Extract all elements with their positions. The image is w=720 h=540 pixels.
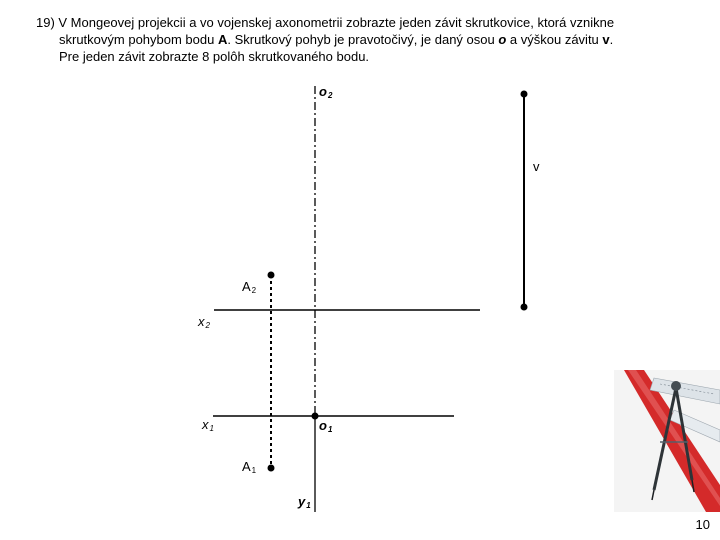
- label-y1: $y_1$: [298, 494, 311, 510]
- task-line-3: Pre jeden závit zobrazte 8 polôh skrutkovaného bodu.: [59, 49, 370, 64]
- task-line-2: skrutkovým pohybom bodu A. Skrutkový pohyb je pravotočivý, je daný osou o a výškou závitu v.: [59, 32, 614, 47]
- label-v: v: [533, 159, 540, 174]
- drafting-tools-image: [614, 370, 720, 512]
- point-A1: [268, 465, 275, 472]
- label-o2: $o_2$: [319, 84, 333, 100]
- task-line-1: 19) V Mongeovej projekcii a vo vojenskej axonometrii zobrazte jeden závit skrutkovice, ktorá vznikne: [36, 15, 615, 30]
- height-v-bottom-point: [521, 304, 528, 311]
- label-x1: $x_1$: [202, 417, 214, 433]
- point-o1: [312, 413, 319, 420]
- height-v-top-point: [521, 91, 528, 98]
- label-x2: $x_2$: [198, 314, 210, 330]
- task-axis-o: o: [498, 32, 507, 47]
- label-o1: $o_1$: [319, 418, 333, 434]
- label-A1: $A_1$: [242, 459, 257, 475]
- task-point-A: A: [217, 32, 228, 47]
- label-A2: $A_2$: [242, 279, 257, 295]
- point-A2: [268, 272, 275, 279]
- page-number: 10: [695, 517, 710, 532]
- task-height-v: v: [602, 32, 610, 47]
